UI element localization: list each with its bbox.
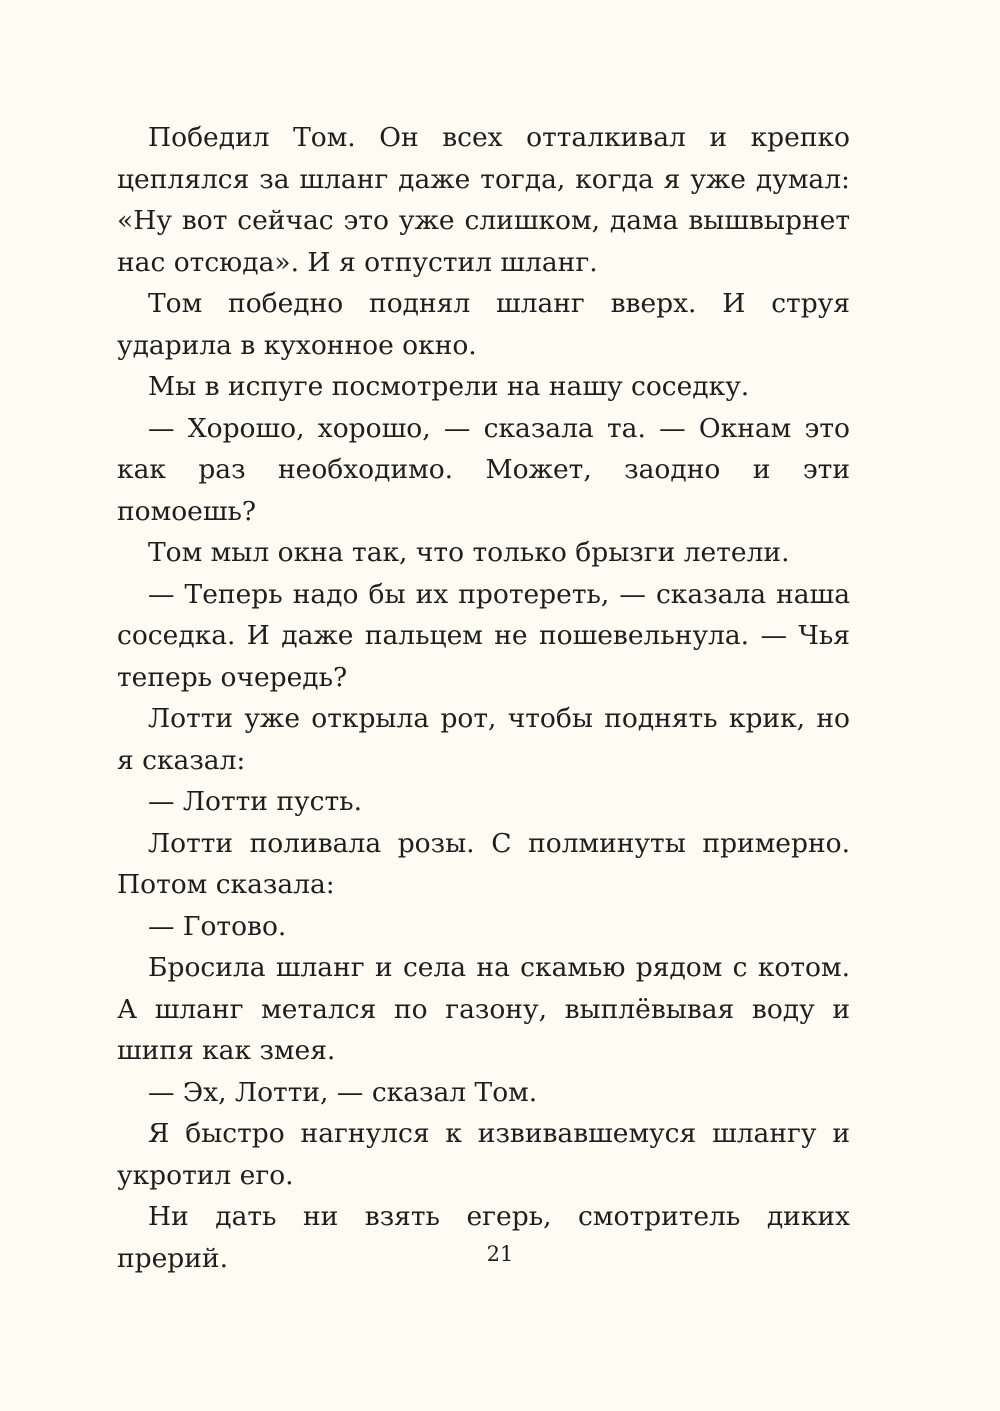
paragraph: — Теперь надо бы их протереть, — сказала наша соседка. И даже пальцем не пошевельнула. — Чья теперь очередь? — [117, 578, 850, 693]
paragraph: — Лотти пусть. — [148, 786, 363, 817]
paragraph: Том победно поднял шланг вверх. И струя ударила в кухонное окно. — [117, 288, 850, 361]
paragraph: Том мыл окна так, что только брызги летели. — [148, 537, 790, 568]
body-text — [117, 117, 850, 1279]
paragraph: Победил Том. Он всех отталкивал и крепко цеплялся за шланг даже тогда, когда я уже думал: «Ну вот сейчас это уже слишком, дама вышвырнет нас отсюда». И я отпустил шланг. — [117, 122, 850, 278]
paragraph: Я быстро нагнулся к извивавшемуся шлангу и укротил его. — [117, 1118, 850, 1191]
paragraph: Бросила шланг и села на скамью рядом с котом. А шланг метался по газону, выплёвывая воду и шипя как змея. — [117, 952, 850, 1066]
paragraph: — Хорошо, хорошо, — сказала та. — Окнам это как раз необходимо. Может, заодно и эти помоешь? — [117, 412, 850, 527]
page-number: 21 — [486, 1242, 514, 1266]
paragraph: — Готово. — [148, 910, 287, 942]
paragraph: Мы в испуге посмотрели на нашу соседку. — [148, 371, 750, 402]
paragraph: — Эх, Лотти, — сказал Том. — [148, 1076, 538, 1108]
paragraph: Ни дать ни взять егерь, смотритель диких прерий. — [117, 1201, 850, 1274]
paragraph: Лотти поливала розы. С полминуты примерно. Потом сказала: — [117, 827, 850, 900]
paragraph: Лотти уже открыла рот, чтобы поднять крик, но я сказал: — [117, 703, 850, 776]
